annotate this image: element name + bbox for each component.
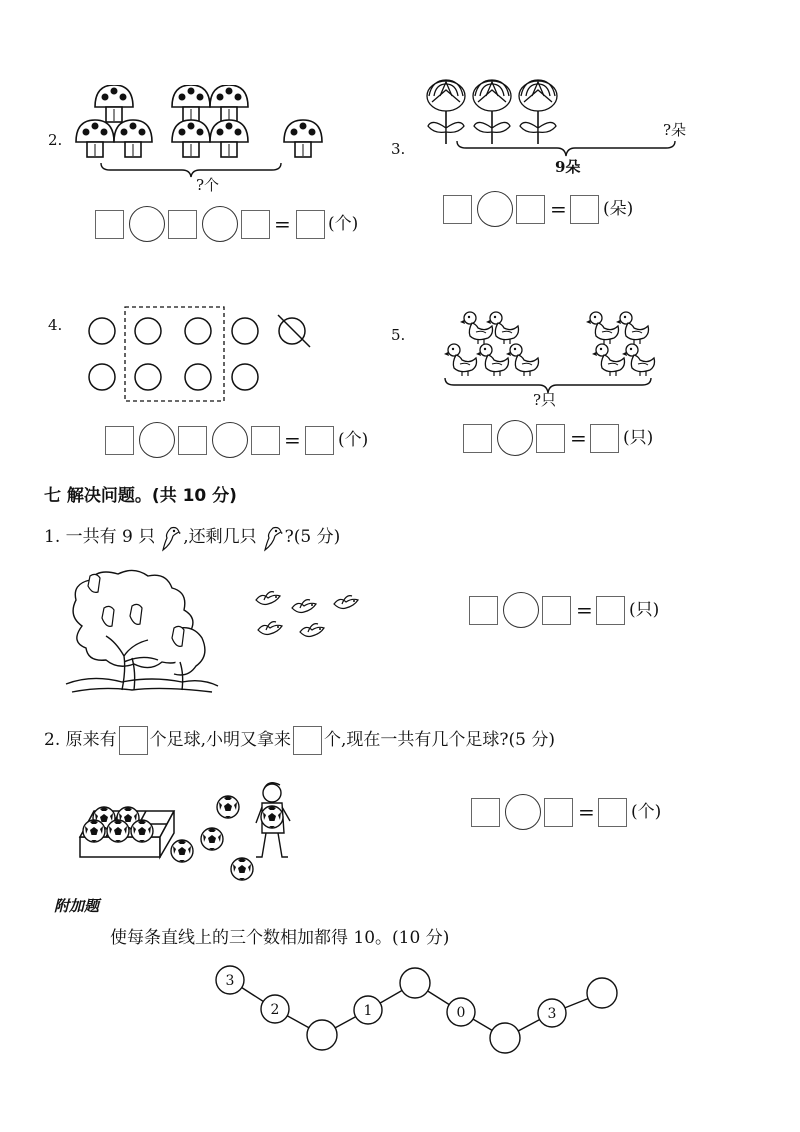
bird-icon	[259, 524, 283, 552]
unit-label: (个)	[328, 214, 359, 234]
brace-label-q5: ?只	[533, 391, 557, 409]
unit-label: (只)	[623, 428, 654, 448]
answer-box[interactable]	[296, 210, 325, 239]
operator-circle[interactable]	[503, 592, 539, 628]
node-value: 1	[363, 1003, 373, 1019]
flying-birds-illustration	[252, 586, 367, 646]
operator-circle[interactable]	[212, 422, 248, 458]
brace-q2	[100, 162, 282, 178]
answer-box[interactable]	[105, 426, 134, 455]
equals-sign: =	[570, 426, 587, 450]
answer-box[interactable]	[251, 426, 280, 455]
tree-with-birds-illustration	[62, 566, 222, 694]
answer-box[interactable]	[305, 426, 334, 455]
equals-sign: =	[578, 800, 595, 824]
mushroom-illustration	[70, 85, 330, 165]
answer-box[interactable]	[443, 195, 472, 224]
answer-box[interactable]	[590, 424, 619, 453]
bonus-instruction: 使每条直线上的三个数相加都得 10。(10 分)	[110, 928, 450, 948]
question-5-label: 5.	[391, 326, 406, 344]
problem-1-text-a: 1. 一共有 9 只	[44, 527, 156, 547]
answer-box[interactable]	[471, 798, 500, 827]
equals-sign: =	[284, 428, 301, 452]
section-7-title: 七 解决问题。(共 10 分)	[44, 486, 237, 506]
answer-box[interactable]	[516, 195, 545, 224]
answer-box[interactable]	[241, 210, 270, 239]
inline-answer-box[interactable]	[119, 726, 148, 755]
problem-2-text-b: 个足球,小明又拿来	[149, 730, 292, 750]
answer-box[interactable]	[463, 424, 492, 453]
question-3-label: 3.	[391, 140, 406, 158]
problem-1-text	[44, 524, 340, 546]
soccer-balls-illustration	[76, 775, 306, 885]
problem-2-text-c: 个,现在一共有几个足球?(5 分)	[324, 730, 556, 750]
unit-label: (个)	[338, 430, 369, 450]
blank-number-node[interactable]	[587, 978, 617, 1008]
problem-2-text-a: 2. 原来有	[44, 730, 117, 750]
problem-1-text-c: ?(5 分)	[284, 527, 341, 547]
brace-label-q2: ?个	[196, 176, 220, 194]
operator-circle[interactable]	[505, 794, 541, 830]
answer-box[interactable]	[544, 798, 573, 827]
unit-label: (只)	[629, 600, 660, 620]
answer-box[interactable]	[168, 210, 197, 239]
equals-sign: =	[550, 197, 567, 221]
blank-number-node[interactable]	[307, 1020, 337, 1050]
node-value: 2	[270, 1002, 280, 1018]
bird-icon	[157, 524, 181, 552]
operator-circle[interactable]	[129, 206, 165, 242]
operator-circle[interactable]	[497, 420, 533, 456]
brace-q3	[456, 140, 678, 158]
unit-label: (个)	[631, 802, 662, 822]
answer-box[interactable]	[598, 798, 627, 827]
flower-illustration	[424, 74, 564, 150]
equals-sign: =	[274, 212, 291, 236]
blank-number-node[interactable]	[490, 1023, 520, 1053]
answer-box[interactable]	[95, 210, 124, 239]
bonus-title: 附加题	[54, 897, 100, 915]
question-2-label: 2.	[48, 131, 63, 149]
total-label-q3: 9朵	[555, 158, 581, 176]
inline-answer-box[interactable]	[293, 726, 322, 755]
operator-circle[interactable]	[139, 422, 175, 458]
node-value: 3	[225, 973, 235, 989]
problem-2-text	[44, 726, 555, 755]
equals-sign: =	[576, 598, 593, 622]
operator-circle[interactable]	[202, 206, 238, 242]
question-4-label: 4.	[48, 316, 63, 334]
node-value: 0	[456, 1005, 466, 1021]
answer-box[interactable]	[570, 195, 599, 224]
answer-box[interactable]	[542, 596, 571, 625]
unit-label: (朵)	[603, 199, 634, 219]
circle-grid-illustration	[80, 300, 330, 410]
number-chain-diagram	[200, 955, 630, 1060]
duck-illustration	[440, 300, 670, 386]
node-value: 3	[547, 1006, 557, 1022]
blank-number-node[interactable]	[400, 968, 430, 998]
answer-box[interactable]	[536, 424, 565, 453]
answer-box[interactable]	[596, 596, 625, 625]
answer-box[interactable]	[469, 596, 498, 625]
problem-1-text-b: ,还剩几只	[183, 527, 257, 547]
operator-circle[interactable]	[477, 191, 513, 227]
answer-box[interactable]	[178, 426, 207, 455]
brace-right-label-q3: ?朵	[663, 121, 687, 139]
